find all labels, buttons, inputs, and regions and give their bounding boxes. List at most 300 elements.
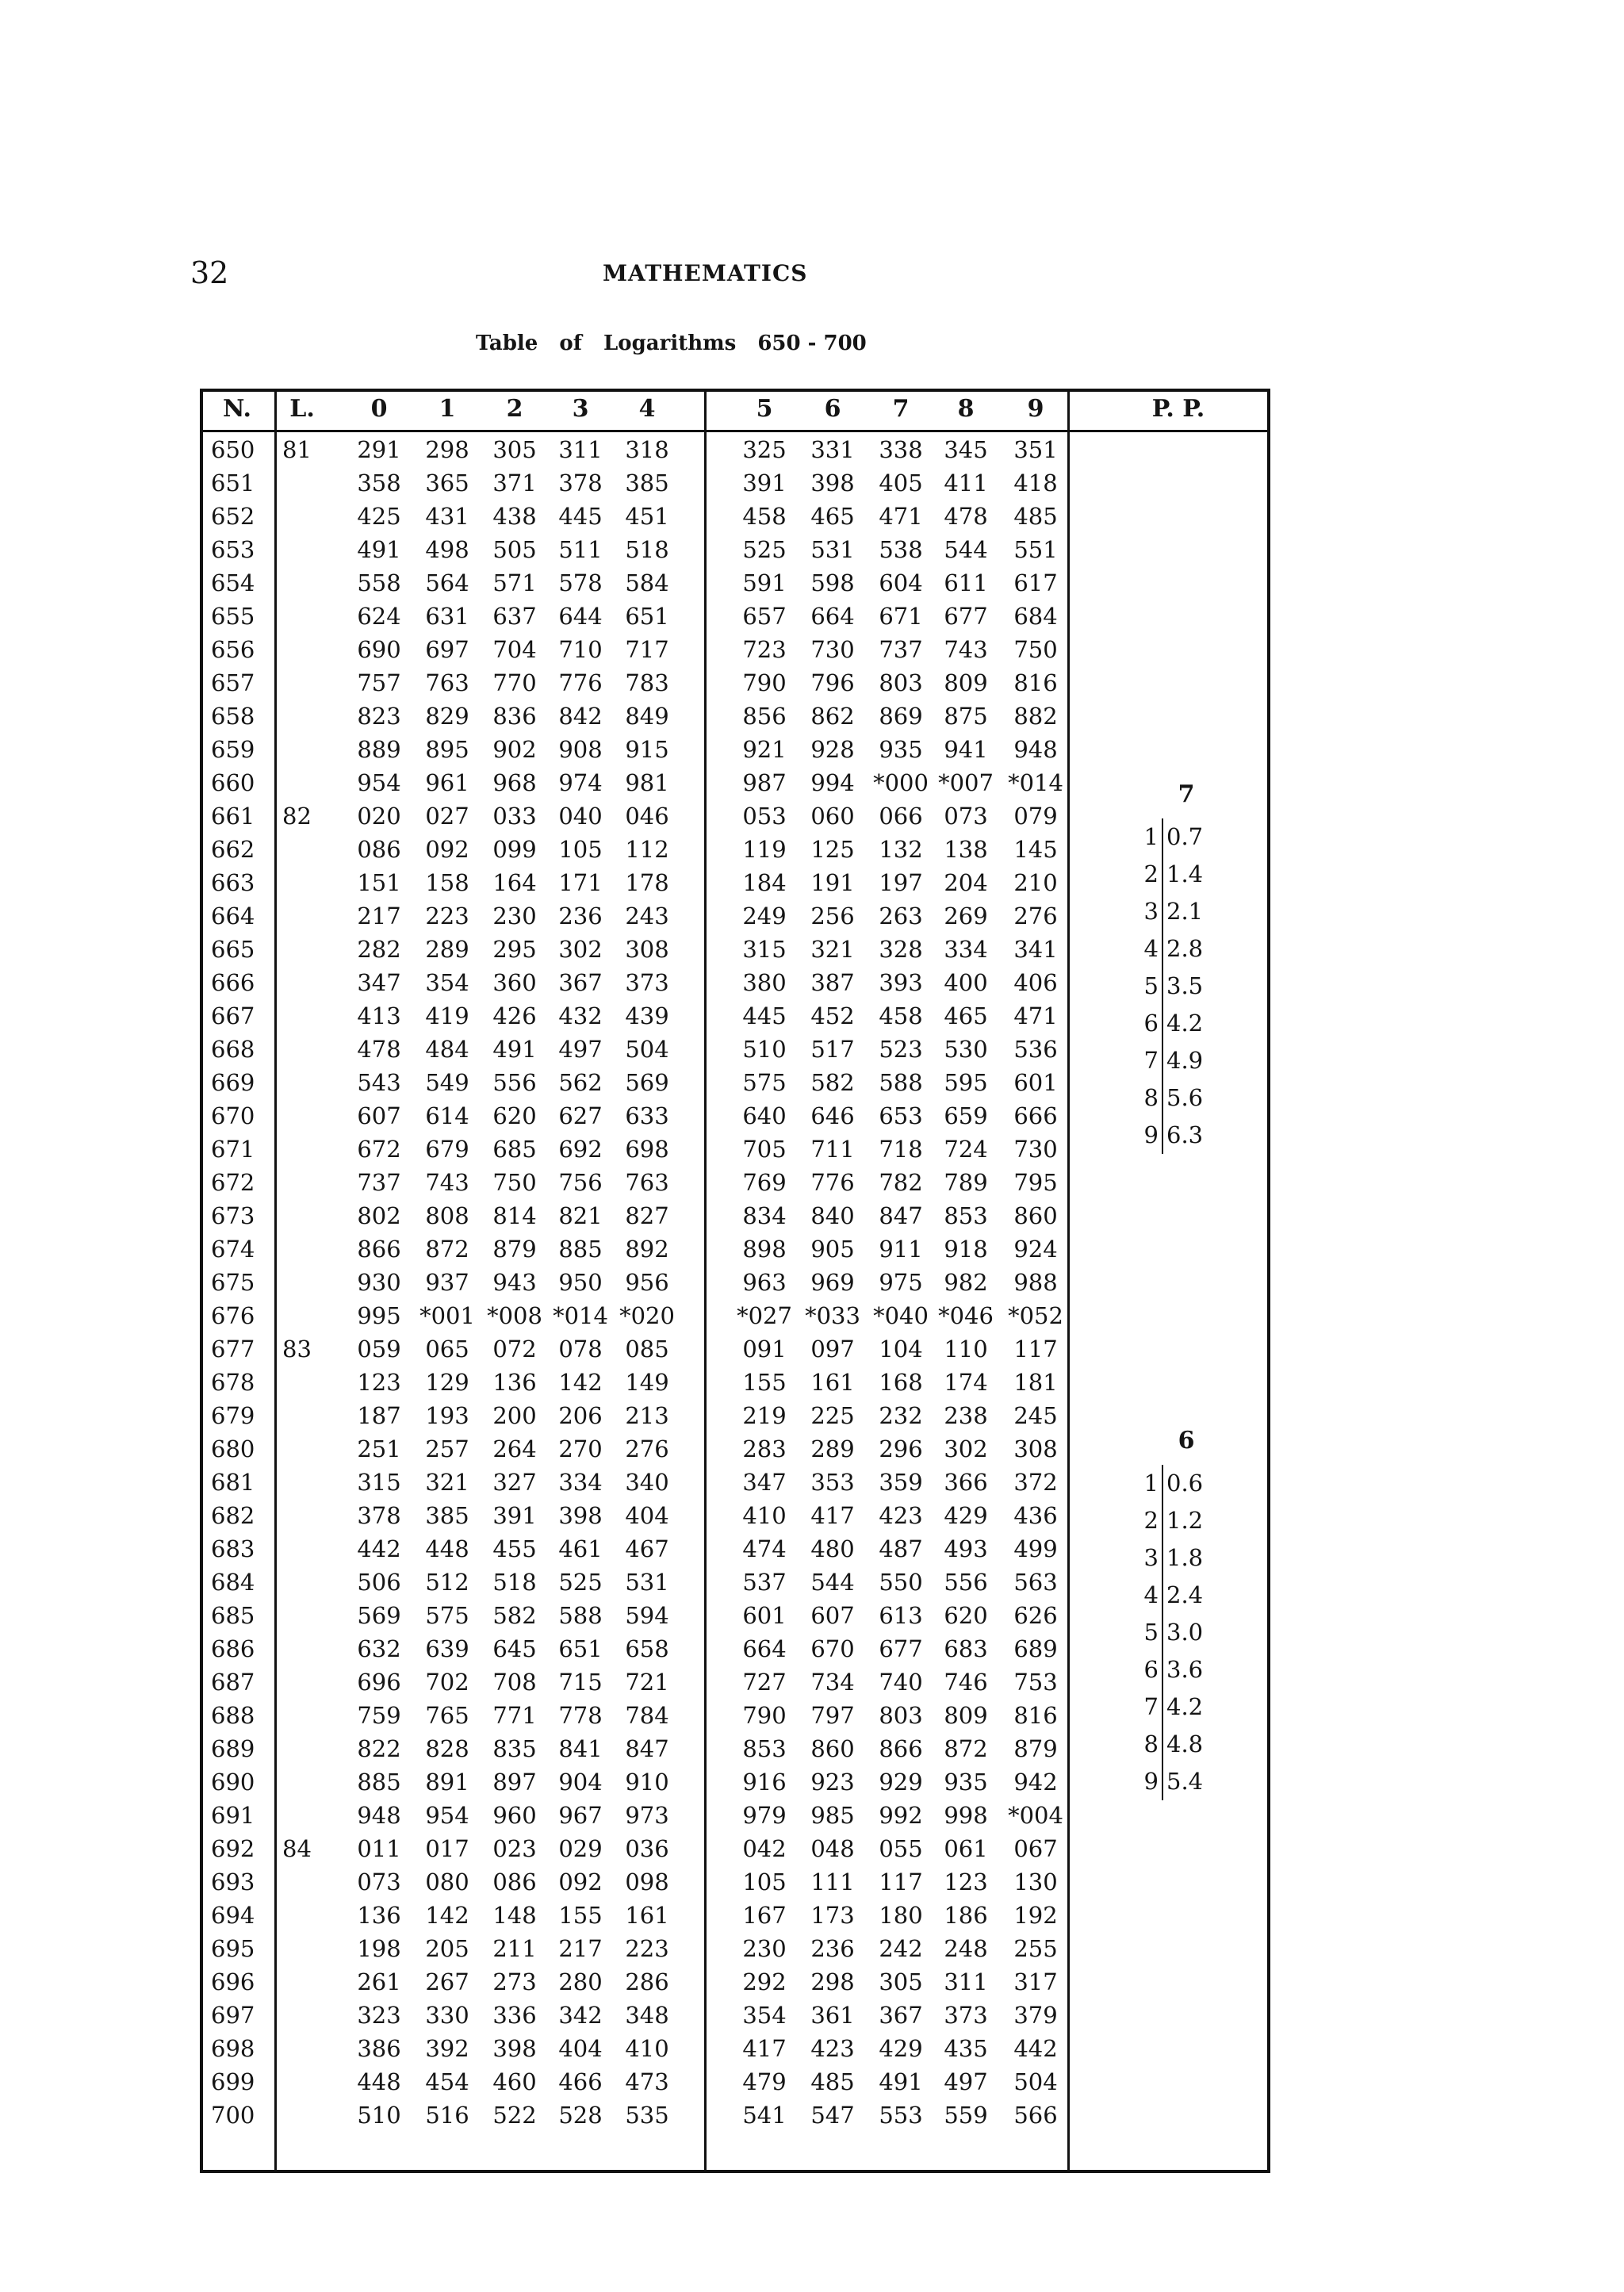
table-row <box>203 1466 1067 1499</box>
table-cell: 023 <box>492 1835 537 1862</box>
header-digit-7: 7 <box>892 395 910 423</box>
row-number: 673 <box>211 1202 255 1229</box>
table-cell: 378 <box>558 470 603 496</box>
table-cell: 136 <box>357 1902 401 1929</box>
table-cell: 987 <box>742 769 787 796</box>
row-characteristic <box>274 1366 325 1399</box>
pp-value: 3.5 <box>1166 972 1204 999</box>
table-cell: 167 <box>742 1902 787 1929</box>
table-cell: 910 <box>625 1769 669 1796</box>
table-cell: 836 <box>492 703 537 730</box>
table-cell: 465 <box>810 503 855 530</box>
table-cell: 479 <box>742 2068 787 2095</box>
table-cell: 696 <box>357 1669 401 1696</box>
table-cell: 840 <box>810 1202 855 1229</box>
table-cell: 683 <box>944 1635 988 1662</box>
row-number: 691 <box>211 1802 255 1829</box>
table-cell: 155 <box>558 1902 603 1929</box>
table-cell: 148 <box>492 1902 537 1929</box>
table-row <box>203 566 1067 600</box>
pp-value: 3.6 <box>1166 1656 1204 1683</box>
pp-index: 4 <box>1143 1581 1159 1608</box>
table-cell: 506 <box>357 1569 401 1596</box>
table-cell: 510 <box>742 1036 787 1063</box>
pp-divider <box>1162 893 1163 930</box>
table-cell: *001 <box>419 1302 475 1329</box>
row-characteristic <box>274 1865 325 1899</box>
table-cell: *033 <box>805 1302 860 1329</box>
table-cell: 429 <box>879 2035 923 2062</box>
header-digit-1: 1 <box>439 395 456 423</box>
table-cell: 659 <box>944 1102 988 1129</box>
row-characteristic <box>274 666 325 699</box>
table-cell: 091 <box>742 1336 787 1363</box>
table-cell: 255 <box>1013 1935 1058 1962</box>
table-cell: 168 <box>879 1369 923 1396</box>
table-row <box>203 1765 1067 1799</box>
table-cell: 328 <box>879 936 923 963</box>
table-row <box>203 1399 1067 1432</box>
pp-value: 4.2 <box>1166 1010 1204 1037</box>
table-cell: 186 <box>944 1902 988 1929</box>
table-cell: 398 <box>558 1502 603 1529</box>
table-cell: 924 <box>1013 1236 1058 1263</box>
table-cell: 702 <box>425 1669 469 1696</box>
header-digit-2: 2 <box>506 395 523 423</box>
table-row <box>203 1599 1067 1632</box>
table-cell: 988 <box>1013 1269 1058 1296</box>
table-cell: 689 <box>1013 1635 1058 1662</box>
table-cell: 564 <box>425 569 469 596</box>
table-cell: 187 <box>357 1402 401 1429</box>
table-cell: 535 <box>625 2102 669 2129</box>
table-cell: 575 <box>425 1602 469 1629</box>
table-cell: *014 <box>1008 769 1063 796</box>
pp-row <box>1143 1465 1254 1502</box>
header-digit-8: 8 <box>957 395 975 423</box>
table-cell: 765 <box>425 1702 469 1729</box>
table-cell: 117 <box>879 1868 923 1895</box>
table-cell: 816 <box>1013 669 1058 696</box>
table-cell: 432 <box>558 1002 603 1029</box>
table-cell: 698 <box>625 1136 669 1163</box>
table-cell: 973 <box>625 1802 669 1829</box>
table-row <box>203 833 1067 866</box>
table-cell: 053 <box>742 803 787 830</box>
table-cell: 866 <box>879 1735 923 1762</box>
table-cell: 569 <box>357 1602 401 1629</box>
row-characteristic <box>274 1799 325 1832</box>
table-cell: 125 <box>810 836 855 863</box>
table-cell: 065 <box>425 1336 469 1363</box>
table-cell: 549 <box>425 1069 469 1096</box>
table-cell: 373 <box>625 969 669 996</box>
table-cell: 690 <box>357 636 401 663</box>
table-cell: 697 <box>425 636 469 663</box>
row-number: 665 <box>211 936 255 963</box>
table-cell: 594 <box>625 1602 669 1629</box>
pp-index: 9 <box>1143 1121 1159 1148</box>
table-cell: 230 <box>492 903 537 929</box>
table-row <box>203 1832 1067 1865</box>
table-cell: 563 <box>1013 1569 1058 1596</box>
table-cell: 404 <box>558 2035 603 2062</box>
table-cell: 485 <box>810 2068 855 2095</box>
table-cell: 072 <box>492 1336 537 1363</box>
table-cell: 550 <box>879 1569 923 1596</box>
row-characteristic: 81 <box>282 436 312 463</box>
table-cell: 525 <box>742 536 787 563</box>
table-cell: 467 <box>625 1535 669 1562</box>
table-cell: 942 <box>1013 1769 1058 1796</box>
table-cell: 466 <box>558 2068 603 2095</box>
table-cell: 219 <box>742 1402 787 1429</box>
table-cell: 522 <box>492 2102 537 2129</box>
table-cell: 631 <box>425 603 469 630</box>
table-cell: 117 <box>1013 1336 1058 1363</box>
table-cell: 658 <box>625 1635 669 1662</box>
table-cell: 073 <box>357 1868 401 1895</box>
table-cell: 380 <box>742 969 787 996</box>
table-cell: 055 <box>879 1835 923 1862</box>
table-cell: 436 <box>1013 1502 1058 1529</box>
table-cell: 620 <box>492 1102 537 1129</box>
table-cell: 473 <box>625 2068 669 2095</box>
row-characteristic <box>274 466 325 500</box>
table-cell: 571 <box>492 569 537 596</box>
row-characteristic <box>274 1632 325 1665</box>
table-cell: 296 <box>879 1435 923 1462</box>
table-row <box>203 733 1067 766</box>
table-cell: 458 <box>742 503 787 530</box>
table-cell: 387 <box>810 969 855 996</box>
table-row <box>203 1799 1067 1832</box>
table-row <box>203 1332 1067 1366</box>
table-cell: 366 <box>944 1469 988 1496</box>
table-cell: 205 <box>425 1935 469 1962</box>
table-cell: 410 <box>742 1502 787 1529</box>
table-cell: 967 <box>558 1802 603 1829</box>
table-cell: 717 <box>625 636 669 663</box>
table-cell: 746 <box>944 1669 988 1696</box>
table-cell: 504 <box>625 1036 669 1063</box>
table-cell: 181 <box>1013 1369 1058 1396</box>
row-number: 679 <box>211 1402 255 1429</box>
table-cell: 827 <box>625 1202 669 1229</box>
table-cell: 518 <box>625 536 669 563</box>
table-cell: 439 <box>625 1002 669 1029</box>
table-cell: 710 <box>558 636 603 663</box>
row-characteristic <box>274 500 325 533</box>
table-cell: 872 <box>425 1236 469 1263</box>
table-cell: 378 <box>357 1502 401 1529</box>
pp-divider <box>1162 1539 1163 1577</box>
table-cell: 423 <box>810 2035 855 2062</box>
table-cell: 341 <box>1013 936 1058 963</box>
table-cell: 816 <box>1013 1702 1058 1729</box>
table-cell: 211 <box>492 1935 537 1962</box>
row-characteristic <box>274 899 325 933</box>
table-row <box>203 433 1067 466</box>
table-cell: 445 <box>558 503 603 530</box>
row-characteristic <box>274 699 325 733</box>
row-number: 688 <box>211 1702 255 1729</box>
table-row <box>203 2065 1067 2098</box>
table-cell: 261 <box>357 1968 401 1995</box>
table-row <box>203 1033 1067 1066</box>
table-cell: 367 <box>558 969 603 996</box>
row-number: 655 <box>211 603 255 630</box>
table-cell: 985 <box>810 1802 855 1829</box>
pp-row <box>1143 1539 1254 1577</box>
table-cell: 525 <box>558 1569 603 1596</box>
row-number: 694 <box>211 1902 255 1929</box>
table-cell: 923 <box>810 1769 855 1796</box>
pp-value: 2.4 <box>1166 1581 1204 1608</box>
table-cell: 644 <box>558 603 603 630</box>
table-cell: 442 <box>357 1535 401 1562</box>
table-cell: 885 <box>558 1236 603 1263</box>
row-characteristic <box>274 1066 325 1099</box>
table-cell: 677 <box>944 603 988 630</box>
row-characteristic <box>274 1932 325 1965</box>
row-characteristic <box>274 1599 325 1632</box>
table-cell: 276 <box>1013 903 1058 929</box>
table-cell: 413 <box>357 1002 401 1029</box>
table-cell: 916 <box>742 1769 787 1796</box>
table-cell: 595 <box>944 1069 988 1096</box>
pp-divider <box>1162 1079 1163 1117</box>
pp-row <box>1143 1763 1254 1800</box>
header-digit-6: 6 <box>824 395 841 423</box>
table-cell: 963 <box>742 1269 787 1296</box>
row-number: 670 <box>211 1102 255 1129</box>
table-row <box>203 799 1067 833</box>
table-cell: 491 <box>879 2068 923 2095</box>
table-cell: 627 <box>558 1102 603 1129</box>
table-cell: 027 <box>425 803 469 830</box>
table-cell: 543 <box>357 1069 401 1096</box>
table-cell: 598 <box>810 569 855 596</box>
row-characteristic <box>274 633 325 666</box>
table-cell: 130 <box>1013 1868 1058 1895</box>
pp-value: 2.1 <box>1166 898 1204 925</box>
table-cell: 358 <box>357 470 401 496</box>
table-cell: 417 <box>810 1502 855 1529</box>
header-l: L. <box>289 395 315 423</box>
table-cell: 892 <box>625 1236 669 1263</box>
table-cell: 136 <box>492 1369 537 1396</box>
pp-index: 5 <box>1143 1619 1159 1646</box>
row-number: 685 <box>211 1602 255 1629</box>
pp-index: 1 <box>1143 823 1159 850</box>
row-characteristic <box>274 1899 325 1932</box>
table-cell: 184 <box>742 869 787 896</box>
table-cell: 753 <box>1013 1669 1058 1696</box>
table-cell: 480 <box>810 1535 855 1562</box>
table-cell: 331 <box>810 436 855 463</box>
table-cell: 723 <box>742 636 787 663</box>
table-cell: 155 <box>742 1369 787 1396</box>
pp-index: 6 <box>1143 1010 1159 1037</box>
table-cell: 112 <box>625 836 669 863</box>
pp-row <box>1143 1651 1254 1688</box>
table-cell: 079 <box>1013 803 1058 830</box>
row-characteristic <box>274 1399 325 1432</box>
table-cell: 291 <box>357 436 401 463</box>
table-cell: *000 <box>873 769 929 796</box>
table-cell: 517 <box>810 1036 855 1063</box>
table-cell: 734 <box>810 1669 855 1696</box>
table-cell: 099 <box>492 836 537 863</box>
table-cell: 782 <box>879 1169 923 1196</box>
row-characteristic <box>274 1099 325 1133</box>
table-row <box>203 1965 1067 1999</box>
table-row <box>203 1199 1067 1232</box>
table-cell: 066 <box>879 803 923 830</box>
table-cell: 092 <box>425 836 469 863</box>
table-cell: 092 <box>558 1868 603 1895</box>
table-cell: 879 <box>1013 1735 1058 1762</box>
table-cell: 142 <box>425 1902 469 1929</box>
table-cell: 730 <box>1013 1136 1058 1163</box>
row-characteristic <box>274 566 325 600</box>
page-heading: MATHEMATICS <box>603 260 808 286</box>
row-characteristic <box>274 1732 325 1765</box>
table-cell: 908 <box>558 736 603 763</box>
pp-divider <box>1162 1502 1163 1539</box>
table-cell: 948 <box>357 1802 401 1829</box>
table-cell: 541 <box>742 2102 787 2129</box>
pp-divider <box>1162 856 1163 893</box>
table-row <box>203 1266 1067 1299</box>
row-characteristic <box>274 1566 325 1599</box>
table-row <box>203 1432 1067 1466</box>
row-characteristic <box>274 1166 325 1199</box>
table-cell: 085 <box>625 1336 669 1363</box>
table-row <box>203 1999 1067 2032</box>
table-cell: 236 <box>558 903 603 929</box>
row-number: 664 <box>211 903 255 929</box>
table-cell: 042 <box>742 1835 787 1862</box>
row-number: 680 <box>211 1435 255 1462</box>
table-cell: 750 <box>492 1169 537 1196</box>
row-characteristic <box>274 999 325 1033</box>
table-cell: 098 <box>625 1868 669 1895</box>
table-cell: 569 <box>625 1069 669 1096</box>
row-characteristic <box>274 1033 325 1066</box>
pp-row <box>1143 1614 1254 1651</box>
row-characteristic <box>274 866 325 899</box>
table-cell: 721 <box>625 1669 669 1696</box>
table-cell: 776 <box>558 669 603 696</box>
table-cell: 998 <box>944 1802 988 1829</box>
table-cell: 418 <box>1013 470 1058 496</box>
table-cell: 276 <box>625 1435 669 1462</box>
table-cell: 982 <box>944 1269 988 1296</box>
table-cell: 512 <box>425 1569 469 1596</box>
table-cell: 544 <box>810 1569 855 1596</box>
header-pp: P. P. <box>1151 395 1205 423</box>
table-cell: 968 <box>492 769 537 796</box>
row-number: 681 <box>211 1469 255 1496</box>
table-cell: 204 <box>944 869 988 896</box>
table-cell: 809 <box>944 1702 988 1729</box>
table-cell: 921 <box>742 736 787 763</box>
row-number: 656 <box>211 636 255 663</box>
table-cell: 487 <box>879 1535 923 1562</box>
table-cell: 192 <box>1013 1902 1058 1929</box>
row-number: 690 <box>211 1769 255 1796</box>
table-cell: 178 <box>625 869 669 896</box>
pp-value: 5.6 <box>1166 1084 1204 1111</box>
row-characteristic: 84 <box>282 1835 312 1862</box>
table-cell: 429 <box>944 1502 988 1529</box>
pp-value: 4.2 <box>1166 1693 1204 1720</box>
row-number: 683 <box>211 1535 255 1562</box>
row-characteristic <box>274 1999 325 2032</box>
pp-index: 2 <box>1143 1507 1159 1534</box>
row-number: 659 <box>211 736 255 763</box>
table-cell: 918 <box>944 1236 988 1263</box>
row-characteristic <box>274 1299 325 1332</box>
table-cell: 398 <box>492 2035 537 2062</box>
table-cell: 613 <box>879 1602 923 1629</box>
table-cell: 073 <box>944 803 988 830</box>
table-cell: 342 <box>558 2002 603 2029</box>
table-cell: 960 <box>492 1802 537 1829</box>
table-cell: 426 <box>492 1002 537 1029</box>
table-cell: 778 <box>558 1702 603 1729</box>
table-cell: 556 <box>944 1569 988 1596</box>
table-cell: 059 <box>357 1336 401 1363</box>
row-number: 672 <box>211 1169 255 1196</box>
table-row <box>203 1632 1067 1665</box>
table-cell: 149 <box>625 1369 669 1396</box>
table-cell: 334 <box>558 1469 603 1496</box>
table-cell: 954 <box>425 1802 469 1829</box>
row-number: 699 <box>211 2068 255 2095</box>
table-cell: 950 <box>558 1269 603 1296</box>
row-number: 661 <box>211 803 255 830</box>
table-cell: 119 <box>742 836 787 863</box>
table-cell: 518 <box>492 1569 537 1596</box>
pp-index: 1 <box>1143 1470 1159 1497</box>
table-cell: 862 <box>810 703 855 730</box>
table-cell: 566 <box>1013 2102 1058 2129</box>
table-row <box>203 1699 1067 1732</box>
table-cell: 354 <box>425 969 469 996</box>
table-cell: 591 <box>742 569 787 596</box>
table-cell: 551 <box>1013 536 1058 563</box>
table-cell: 891 <box>425 1769 469 1796</box>
table-cell: 308 <box>625 936 669 963</box>
table-cell: 200 <box>492 1402 537 1429</box>
table-cell: 048 <box>810 1835 855 1862</box>
pp-index: 8 <box>1143 1730 1159 1757</box>
table-cell: 158 <box>425 869 469 896</box>
table-cell: 889 <box>357 736 401 763</box>
table-cell: 454 <box>425 2068 469 2095</box>
row-number: 687 <box>211 1669 255 1696</box>
row-characteristic <box>274 733 325 766</box>
pp-value: 4.8 <box>1166 1730 1204 1757</box>
table-row <box>203 1232 1067 1266</box>
pp-divider <box>1162 1726 1163 1763</box>
table-cell: 460 <box>492 2068 537 2095</box>
row-characteristic <box>274 2098 325 2132</box>
pp-divider <box>1162 1577 1163 1614</box>
